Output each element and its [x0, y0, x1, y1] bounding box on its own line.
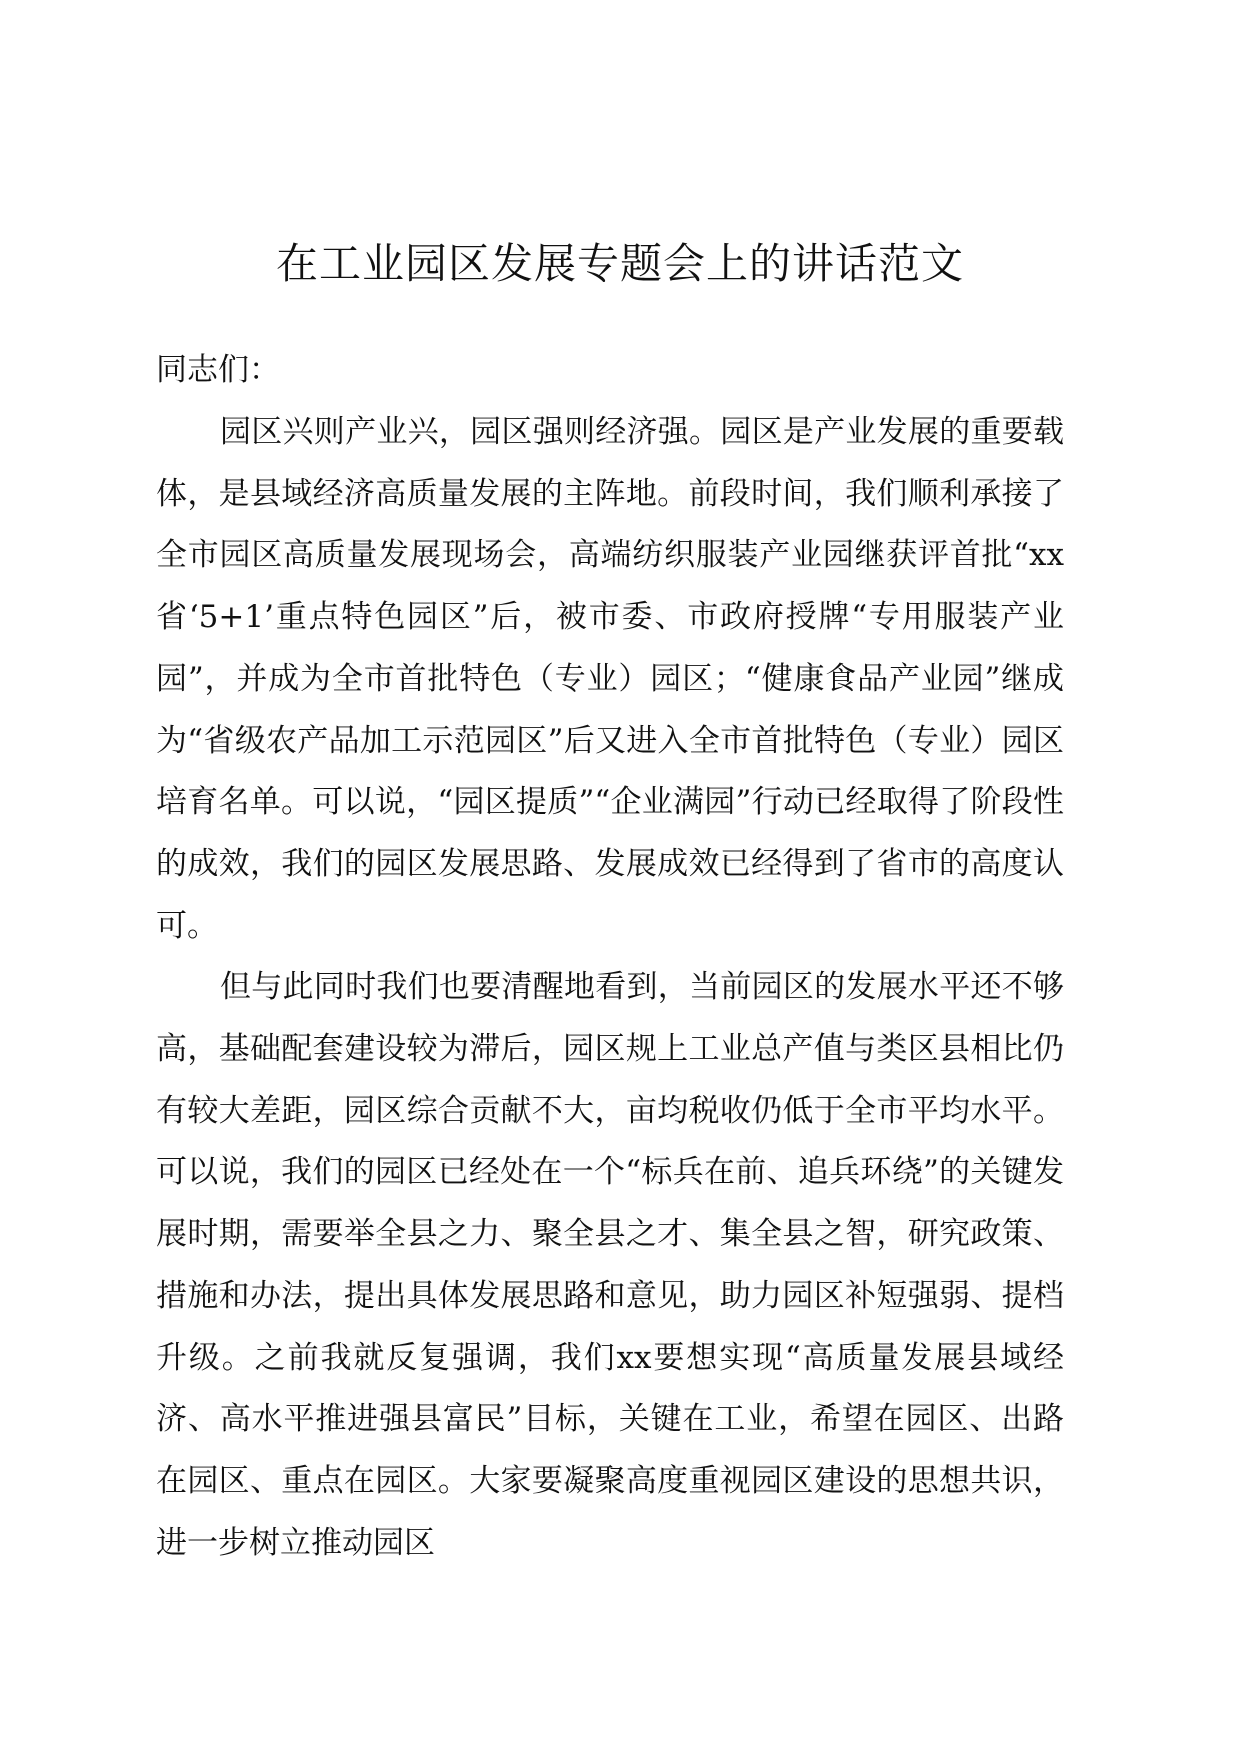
document-body [156, 348, 1064, 1574]
salutation: 同志们： [156, 352, 280, 388]
paragraph-2: 但与此同时我们也要清醒地看到，当前园区的发展水平还不够高，基础配套建设较为滞后，园区规上工业总产值与类区县相比仍有较大差距，园区综合贡献不大，亩均税收仍低于全市平均水平。可以说，我们的园区已经处在一个“标兵在前、追兵环绕”的关键发展时期，需要举全县之力、聚全县之才、集全县之智，研究政策、措施和办法，提出具体发展思路和意见，助力园区补短强弱、提档升级。之前我就反复强调，我们xx要想实现“高质量发展县域经济、高水平推进强县富民”目标，关键在工业，希望在园区、出路在园区、重点在园区。大家要凝聚高度重视园区建设的思想共识，进一步树立推动园区 [156, 969, 1064, 1561]
paragraph-1: 园区兴则产业兴，园区强则经济强。园区是产业发展的重要载体，是县域经济高质量发展的主阵地。前段时间，我们顺利承接了全市园区高质量发展现场会，高端纺织服装产业园继获评首批“xx省‘5+1’重点特色园区”后，被市委、市政府授牌“专用服装产业园”，并成为全市首批特色（专业）园区；“健康食品产业园”继成为“省级农产品加工示范园区”后又进入全市首批特色（专业）园区培育名单。可以说，“园区提质”“企业满园”行动已经取得了阶段性的成效，我们的园区发展思路、发展成效已经得到了省市的高度认可。 [156, 414, 1064, 944]
document-title: 在工业园区发展专题会上的讲话范文 [275, 239, 964, 288]
